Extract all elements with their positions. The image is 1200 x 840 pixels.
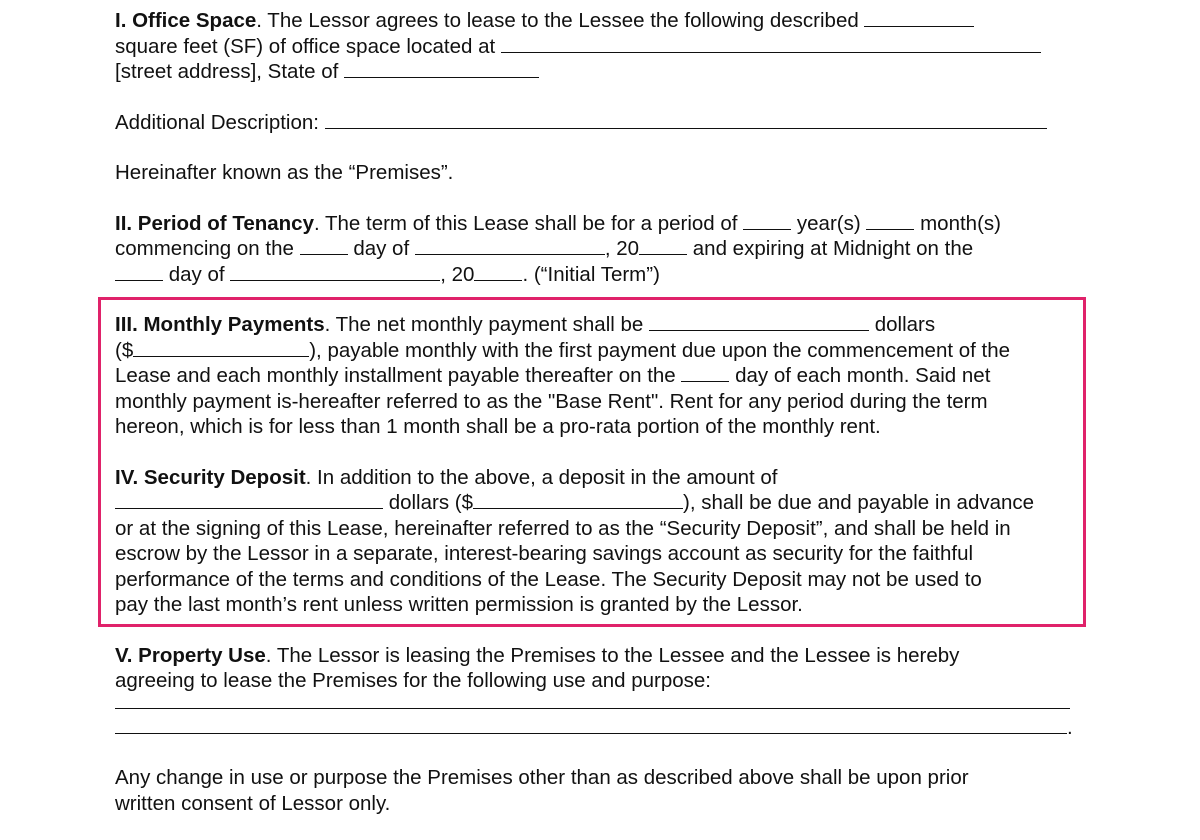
years-field[interactable] [743,211,791,230]
change-note: Any change in use or purpose the Premises other than as described above shall be upon prior written consent of Lessor only. [115,766,969,815]
section-heading: V. Property Use [115,643,266,667]
property-use-field-1[interactable] [115,694,1070,709]
commence-year-field[interactable] [639,236,687,255]
premises-note: Hereinafter known as the “Premises”. [115,161,454,184]
address-field[interactable] [501,34,1041,53]
expire-year-field[interactable] [474,262,522,281]
section-heading: III. Monthly Payments [115,313,325,336]
section-security-deposit: IV. Security Deposit. In addition to the above, a deposit in the amount of dollars ($ ), shall be due and payable in advance or at the signing of this Lease, hereinafter referred to as the “Security Deposit”, and shall be held in escrow by the Lessor in a separate, interest-bearing savings account as security for the faithful performance of the terms and conditions of the Lease. The Security Deposit may not be used to pay the last month’s rent unless written permission is granted by the Lessor. [115,465,1035,616]
monthly-payment-amount-field[interactable] [133,338,309,357]
monthly-payment-words-field[interactable] [649,312,869,331]
section-heading: II. Period of Tenancy [115,211,314,235]
square-feet-field[interactable] [864,8,974,27]
expire-month-field[interactable] [230,262,440,281]
state-field[interactable] [344,59,539,78]
commence-month-field[interactable] [415,236,605,255]
section-heading: I. Office Space [115,9,257,32]
section-heading: IV. Security Deposit [115,465,306,489]
deposit-amount-field[interactable] [473,490,683,509]
payment-day-field[interactable] [681,363,729,382]
expire-day-field[interactable] [115,262,163,281]
commence-day-field[interactable] [300,236,348,255]
section-property-use: V. Property Use. The Lessor is leasing the Premises to the Lessee and the Lessee is hereby agreeing to lease the Premises for the following use and purpose: [115,643,960,692]
property-use-field-2[interactable] [115,719,1067,734]
section-monthly-payments: III. Monthly Payments. The net monthly payment shall be dollars ($ ), payable monthly with the first payment due upon the commencement of the Lease and each monthly installment payable thereafter on the day of each month. Said net monthly payment is-hereafter referred to as the "Base Rent". Rent for any period during the term hereon, which is for less than 1 month shall be a pro-rata portion of the monthly rent. [115,313,1011,438]
section-office-space: I. Office Space. The Lessor agrees to lease to the Lessee the following described square feet (SF) of office space located at [street address], State of [115,8,1095,85]
section-tenancy: II. Period of Tenancy. The term of this Lease shall be for a period of year(s) month(s) commencing on the day of , 20 and expiring at Midnight on the day of , 20 . (“Initial Term”) [115,211,1001,286]
deposit-words-field[interactable] [115,490,383,509]
lease-document: I. Office Space. The Lessor agrees to lease to the Lessee the following described square feet (SF) of office space located at [street address], State of Additional Description: Hereinafter known as the “Premises”. II. Period of Tenancy. The term of this Lease shall be for a period of year(s) month(s) commencing on the day of , 20 and expiring at Midnight on the day of , 20 . (“Initial Term”) III. Monthly Payments. The net monthly payment shall be dollars ($ ), payable monthly with the first payment due upon the commencement of the Lease and each monthly installment payable thereafter on the day of each month. Said net monthly payment is-hereafter referred to as the "Base Rent". Rent for any period during the term hereon, which is for less than 1 month shall be a pro-rata portion of the monthly rent. IV. Security Deposit. In addition to the above, a deposit in the amount of dollars ($ ), shall be due and payable in advance or at the signing of this Lease, hereinafter referred to as the “Security Deposit”, and shall be held in escrow by the Lessor in a separate, interest-bearing savings account as security for the faithful performance of the terms and conditions of the Lease. The Security Deposit may not be used to pay the last month’s rent unless written permission is granted by the Lessor. V. Property Use. The Lessor is leasing the Premises to the Lessee and the Lessee is hereby agreeing to lease the Premises for the following use and purpose: . Any change in use or purpose the Premises other than as described above shall be upon prior written consent of Lessor only. [115,8,1095,816]
additional-description: Additional Description: [115,110,1095,136]
months-field[interactable] [866,211,914,230]
additional-description-field[interactable] [325,110,1047,129]
